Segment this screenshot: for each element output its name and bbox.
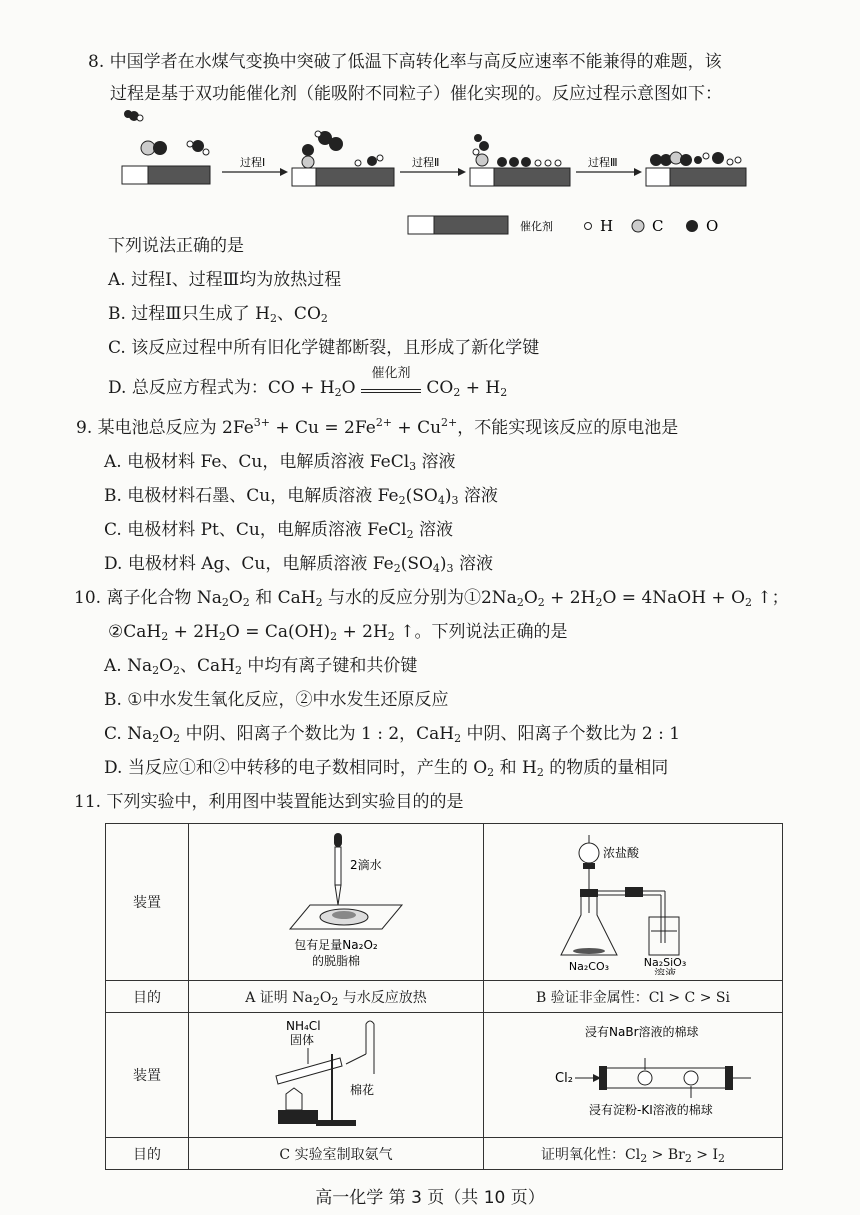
q10-line2: ②CaH$_2$ + $2H_2O = Ca(OH)_2 + 2H_2$ ↑。下列说法正确的是 [108,622,568,643]
q9-option-a: A. 电极材料 Fe、Cu，电解质溶液 FeCl$_3$ 溶液 [104,452,456,473]
ki-cotton-label: 浸有淀粉-KI溶液的棉球 [589,1103,713,1117]
diagram-legend [408,216,718,235]
cotton-label-1: 包有足量Na₂O₂ [294,938,378,952]
process3-label: 过程Ⅲ [588,156,618,169]
legend-h: H [600,217,614,235]
table-row [106,1138,783,1170]
q8-option-b: B. 过程Ⅲ只生成了 $H_2$、$CO_2$ [108,304,328,325]
q10-line1: 10. 离子化合物 $Na_2O_2$ 和 CaH$_2$ 与水的反应分别为$①2Na_2O_2 + 2H_2O$ = 4NaOH + $O_2$ ↑； [74,588,789,609]
cotton-label-2: 的脱脂棉 [311,954,361,968]
cotton-label-c: 棉花 [350,1083,375,1097]
catalyst-stage-3 [470,134,570,186]
q8-stem: 下列说法正确的是 [108,236,244,256]
cell-apparatus-b [484,824,783,981]
q10-option-d: D. 当反应①和②中转移的电子数相同时，产生的 $O_2$ 和 $H_2$ 的物质的量相同 [104,758,669,779]
table-row [106,981,783,1013]
purpose-b: B 验证非金属性：Cl > C > Si [484,981,783,1013]
water-drop-label: 2滴水 [350,858,382,872]
q10-option-b: B. ①中水发生氧化反应，②中水发生还原反应 [104,690,449,710]
catalyst-stage-4 [646,152,746,186]
legend-o: O [706,217,719,235]
q9-stem: 9. 某电池总反应为 $2Fe^{3+} + Cu = 2Fe^{2+} + Cu^{2+}$，不能实现该反应的原电池是 [76,416,679,438]
co-molecule-free [124,110,143,121]
process1-label: 过程Ⅰ [240,156,266,169]
purpose-c: C 实验室制取氨气 [189,1138,484,1170]
apparatus-a-diagram [190,825,482,975]
table-row [106,1013,783,1138]
q9-option-d: D. 电极材料 Ag、Cu，电解质溶液 $Fe_2(SO_4)_3$ 溶液 [104,554,493,575]
q8-line1: 8. 中国学者在水煤气变换中突破了低温下高转化率与高反应速率不能兼得的难题，该 [88,52,722,72]
q8-reaction-diagram [110,108,770,243]
beaker-label-1: Na₂SiO₃ [643,956,687,969]
q8-option-c: C. 该反应过程中所有旧化学键都断裂，且形成了新化学键 [108,338,540,358]
flask-label: Na₂CO₃ [568,960,610,973]
apparatus-b-diagram [485,825,781,975]
q8-option-d: D. 总反应方程式为：CO + $H_2O$ 催化剂 $CO_2 + H_2$ [108,366,508,399]
row-label-device-2: 装置 [106,1013,189,1138]
purpose-d: 证明氧化性：$Cl_2 > Br_2 > I_2$ [484,1138,783,1170]
apparatus-c-diagram [190,1014,482,1132]
cell-apparatus-d [484,1013,783,1138]
cell-apparatus-c [189,1013,484,1138]
q9-option-b: B. 电极材料石墨、Cu，电解质溶液 $Fe_2(SO_4)_3$ 溶液 [104,486,498,507]
purpose-a: A 证明 $Na_2O_2$ 与水反应放热 [189,981,484,1013]
row-label-purpose: 目的 [106,981,189,1013]
acid-label: 浓盐酸 [603,846,640,860]
table-row [106,824,783,981]
page-footer: 高一化学 第 3 页（共 10 页） [315,1188,545,1208]
q10-option-c: C. $Na_2O_2$ 中阴、阳离子个数比为 1 : 2，CaH$_2$ 中阴、阳离子个数比为 2 : 1 [104,724,681,745]
row-label-device: 装置 [106,824,189,981]
q10-option-a: A. $Na_2O_2$、CaH$_2$ 中均有离子键和共价键 [104,656,418,677]
cell-apparatus-a [189,824,484,981]
catalyst-stage-1 [122,140,210,184]
catalyst-stage-2 [292,131,394,186]
apparatus-d-diagram [485,1014,781,1132]
process2-label: 过程Ⅱ [412,156,440,169]
beaker-label-2: 溶液 [654,967,676,975]
chlorine-label: Cl₂ [555,1071,573,1086]
q8-line2: 过程是基于双功能催化剂（能吸附不同粒子）催化实现的。反应过程示意图如下： [110,84,722,104]
solid-label-1: NH₄Cl [286,1019,321,1033]
legend-catalyst: 催化剂 [520,220,553,233]
q11-stem: 11. 下列实验中，利用图中装置能达到实验目的的是 [74,792,464,812]
experiment-table [105,823,783,1170]
catalyst-condition: 催化剂 [361,380,421,393]
q8-option-a: A. 过程Ⅰ、过程Ⅲ均为放热过程 [108,270,342,290]
q9-option-c: C. 电极材料 Pt、Cu，电解质溶液 FeCl$_2$ 溶液 [104,520,454,541]
nabr-cotton-label: 浸有NaBr溶液的棉球 [585,1025,699,1039]
solid-label-2: 固体 [290,1033,315,1047]
row-label-purpose-2: 目的 [106,1138,189,1170]
legend-c: C [652,217,664,235]
